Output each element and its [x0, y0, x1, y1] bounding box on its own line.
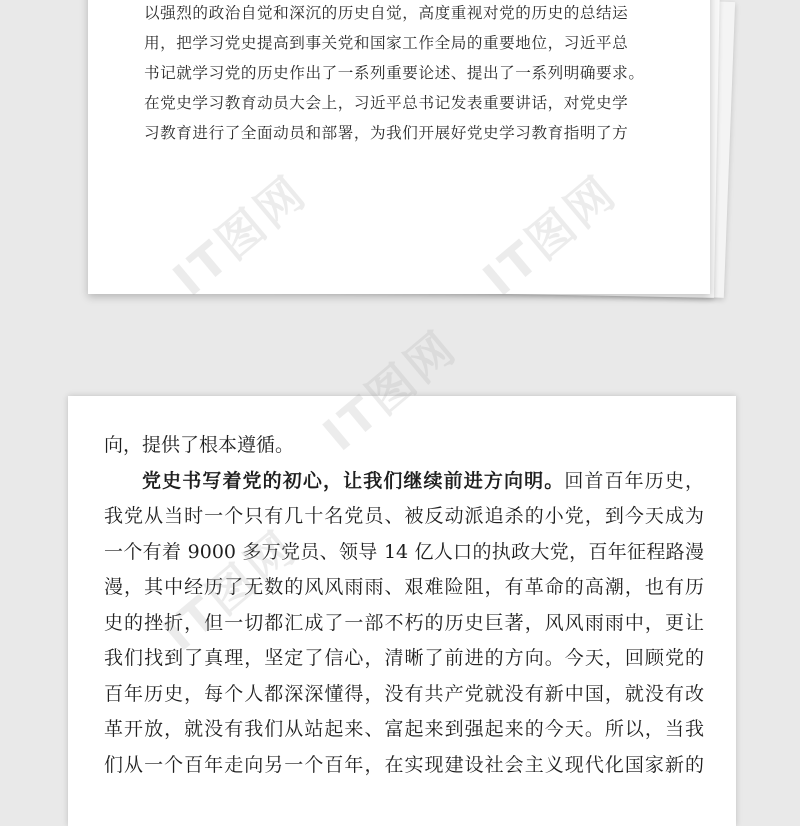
continuation-line: 向，提供了根本遵循。 [104, 434, 295, 456]
document-page-bottom [68, 396, 736, 826]
body-text-line: 我们找到了真理，坚定了信心，清晰了前进的方向。今天，回顾党的 [104, 647, 704, 669]
body-text-line: 革开放，就没有我们从站起来、富起来到强起来的今天。所以，当我 [104, 718, 704, 740]
document-page-top [88, 0, 710, 294]
watermark: IT图网 [152, 519, 308, 662]
body-text-line: 史的挫折，但一切都汇成了一部不朽的历史巨著，风风雨雨中，更让 [104, 611, 704, 634]
paragraph-heading-line [104, 464, 704, 500]
watermark: IT图网 [162, 164, 318, 307]
top-text-line: 书记就学习党的历史作出了一系列重要论述、提出了一系列明确要求。 [144, 64, 645, 82]
body-text-line: 一个有着 9000 多万党员、领导 14 亿人口的执政大党，百年征程路漫 [104, 540, 704, 563]
top-text-line: 以强烈的政治自觉和深沉的历史自觉，高度重视对党的历史的总结运 [144, 4, 629, 22]
top-page-text [144, 0, 664, 148]
heading-continuation: 回首百年历史， [564, 469, 704, 492]
body-text-line: 漫，其中经历了无数的风风雨雨、艰难险阻，有革命的高潮，也有历 [104, 576, 704, 598]
bottom-page-text [104, 428, 704, 783]
top-text-line: 用，把学习党史提高到事关党和国家工作全局的重要地位，习近平总 [144, 34, 629, 52]
watermark: IT图网 [312, 319, 468, 462]
bold-heading: 党史书写着党的初心，让我们继续前进方向明。 [142, 469, 565, 492]
watermark: IT图网 [472, 164, 628, 307]
body-text-line: 我党从当时一个只有几十名党员、被反动派追杀的小党，到今天成为 [104, 505, 704, 527]
body-text-line: 百年历史，每个人都深深懂得，没有共产党就没有新中国，就没有改 [104, 682, 704, 705]
top-text-line: 在党史学习教育动员大会上，习近平总书记发表重要讲话，对党史学 [144, 94, 629, 112]
body-text-line: 们从一个百年走向另一个百年，在实现建设社会主义现代化国家新的 [104, 753, 704, 776]
top-text-line: 习教育进行了全面动员和部署，为我们开展好党史学习教育指明了方 [144, 124, 629, 142]
